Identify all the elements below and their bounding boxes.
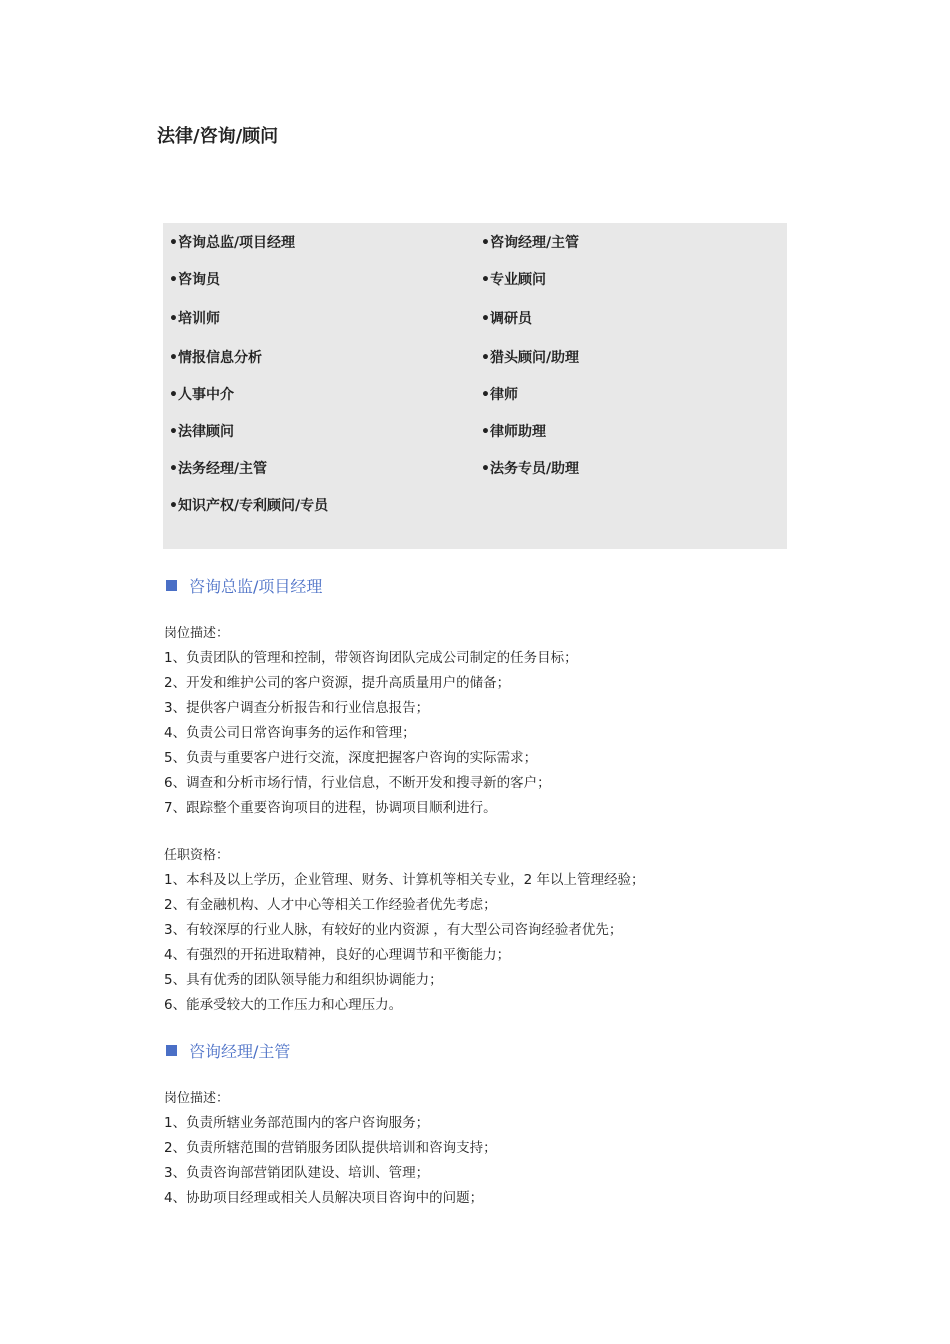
section-heading [166, 575, 322, 599]
section-heading [166, 1040, 290, 1064]
square-bullet-icon [166, 1045, 177, 1056]
requirement-line: 2、有金融机构、人才中心等相关工作经验者优先考虑； [164, 897, 497, 913]
requirements-label: 任职资格： [164, 848, 230, 863]
requirement-line: 1、本科及以上学历，企业管理、财务、计算机等相关专业，2 年以上管理经验； [164, 872, 645, 888]
duty-line: 2、负责所辖范围的营销服务团队提供培训和咨询支持； [164, 1140, 497, 1156]
duty-line: 4、负责公司日常咨询事务的运作和管理； [164, 725, 416, 741]
requirement-line: 5、具有优秀的团队领导能力和组织协调能力； [164, 972, 443, 988]
requirement-line: 3、有较深厚的行业人脉，有较好的业内资源 ，有大型公司咨询经验者优先； [164, 922, 623, 938]
requirement-line: 4、有强烈的开拓进取精神，良好的心理调节和平衡能力； [164, 947, 511, 963]
job-link-lawyer-assistant[interactable]: •律师助理 [481, 424, 546, 440]
duty-line: 2、开发和维护公司的客户资源，提升高质量用户的储备； [164, 675, 511, 691]
duty-line: 1、负责团队的管理和控制，带领咨询团队完成公司制定的任务目标； [164, 650, 578, 666]
duties-label: 岗位描述： [164, 626, 230, 641]
job-link-trainer[interactable]: •培训师 [169, 311, 220, 327]
duty-line: 7、跟踪整个重要咨询项目的进程，协调项目顺利进行。 [164, 800, 497, 816]
duty-line: 3、提供客户调查分析报告和行业信息报告； [164, 700, 430, 716]
job-link-headhunter[interactable]: •猎头顾问/助理 [481, 350, 580, 366]
job-link-lawyer[interactable]: •律师 [481, 387, 518, 403]
job-link-consulting-director[interactable]: •咨询总监/项目经理 [169, 235, 296, 251]
square-bullet-icon [166, 580, 177, 591]
job-link-hr-agency[interactable]: •人事中介 [169, 387, 234, 403]
job-link-professional-advisor[interactable]: •专业顾问 [481, 272, 546, 288]
job-link-consulting-manager[interactable]: •咨询经理/主管 [481, 235, 580, 251]
section-title: 咨询经理/主管 [189, 1042, 291, 1061]
job-link-legal-manager[interactable]: •法务经理/主管 [169, 461, 268, 477]
duty-line: 5、负责与重要客户进行交流，深度把握客户咨询的实际需求； [164, 750, 538, 766]
job-link-researcher[interactable]: •调研员 [481, 311, 532, 327]
job-link-consultant[interactable]: •咨询员 [169, 272, 220, 288]
duty-line: 4、协助项目经理或相关人员解决项目咨询中的问题； [164, 1190, 484, 1206]
page-title: 法律/咨询/顾问 [157, 126, 279, 147]
job-link-legal-specialist[interactable]: •法务专员/助理 [481, 461, 580, 477]
job-category-index [163, 223, 787, 549]
job-link-ip-patent-advisor[interactable]: •知识产权/专利顾问/专员 [169, 498, 329, 514]
job-link-intelligence-analysis[interactable]: •情报信息分析 [169, 350, 262, 366]
duties-label: 岗位描述： [164, 1091, 230, 1106]
section-title: 咨询总监/项目经理 [189, 577, 323, 596]
duty-line: 3、负责咨询部营销团队建设、培训、管理； [164, 1165, 430, 1181]
duty-line: 1、负责所辖业务部范围内的客户咨询服务； [164, 1115, 430, 1131]
duty-line: 6、调查和分析市场行情，行业信息，不断开发和搜寻新的客户； [164, 775, 551, 791]
requirement-line: 6、能承受较大的工作压力和心理压力。 [164, 997, 403, 1013]
job-link-legal-advisor[interactable]: •法律顾问 [169, 424, 234, 440]
